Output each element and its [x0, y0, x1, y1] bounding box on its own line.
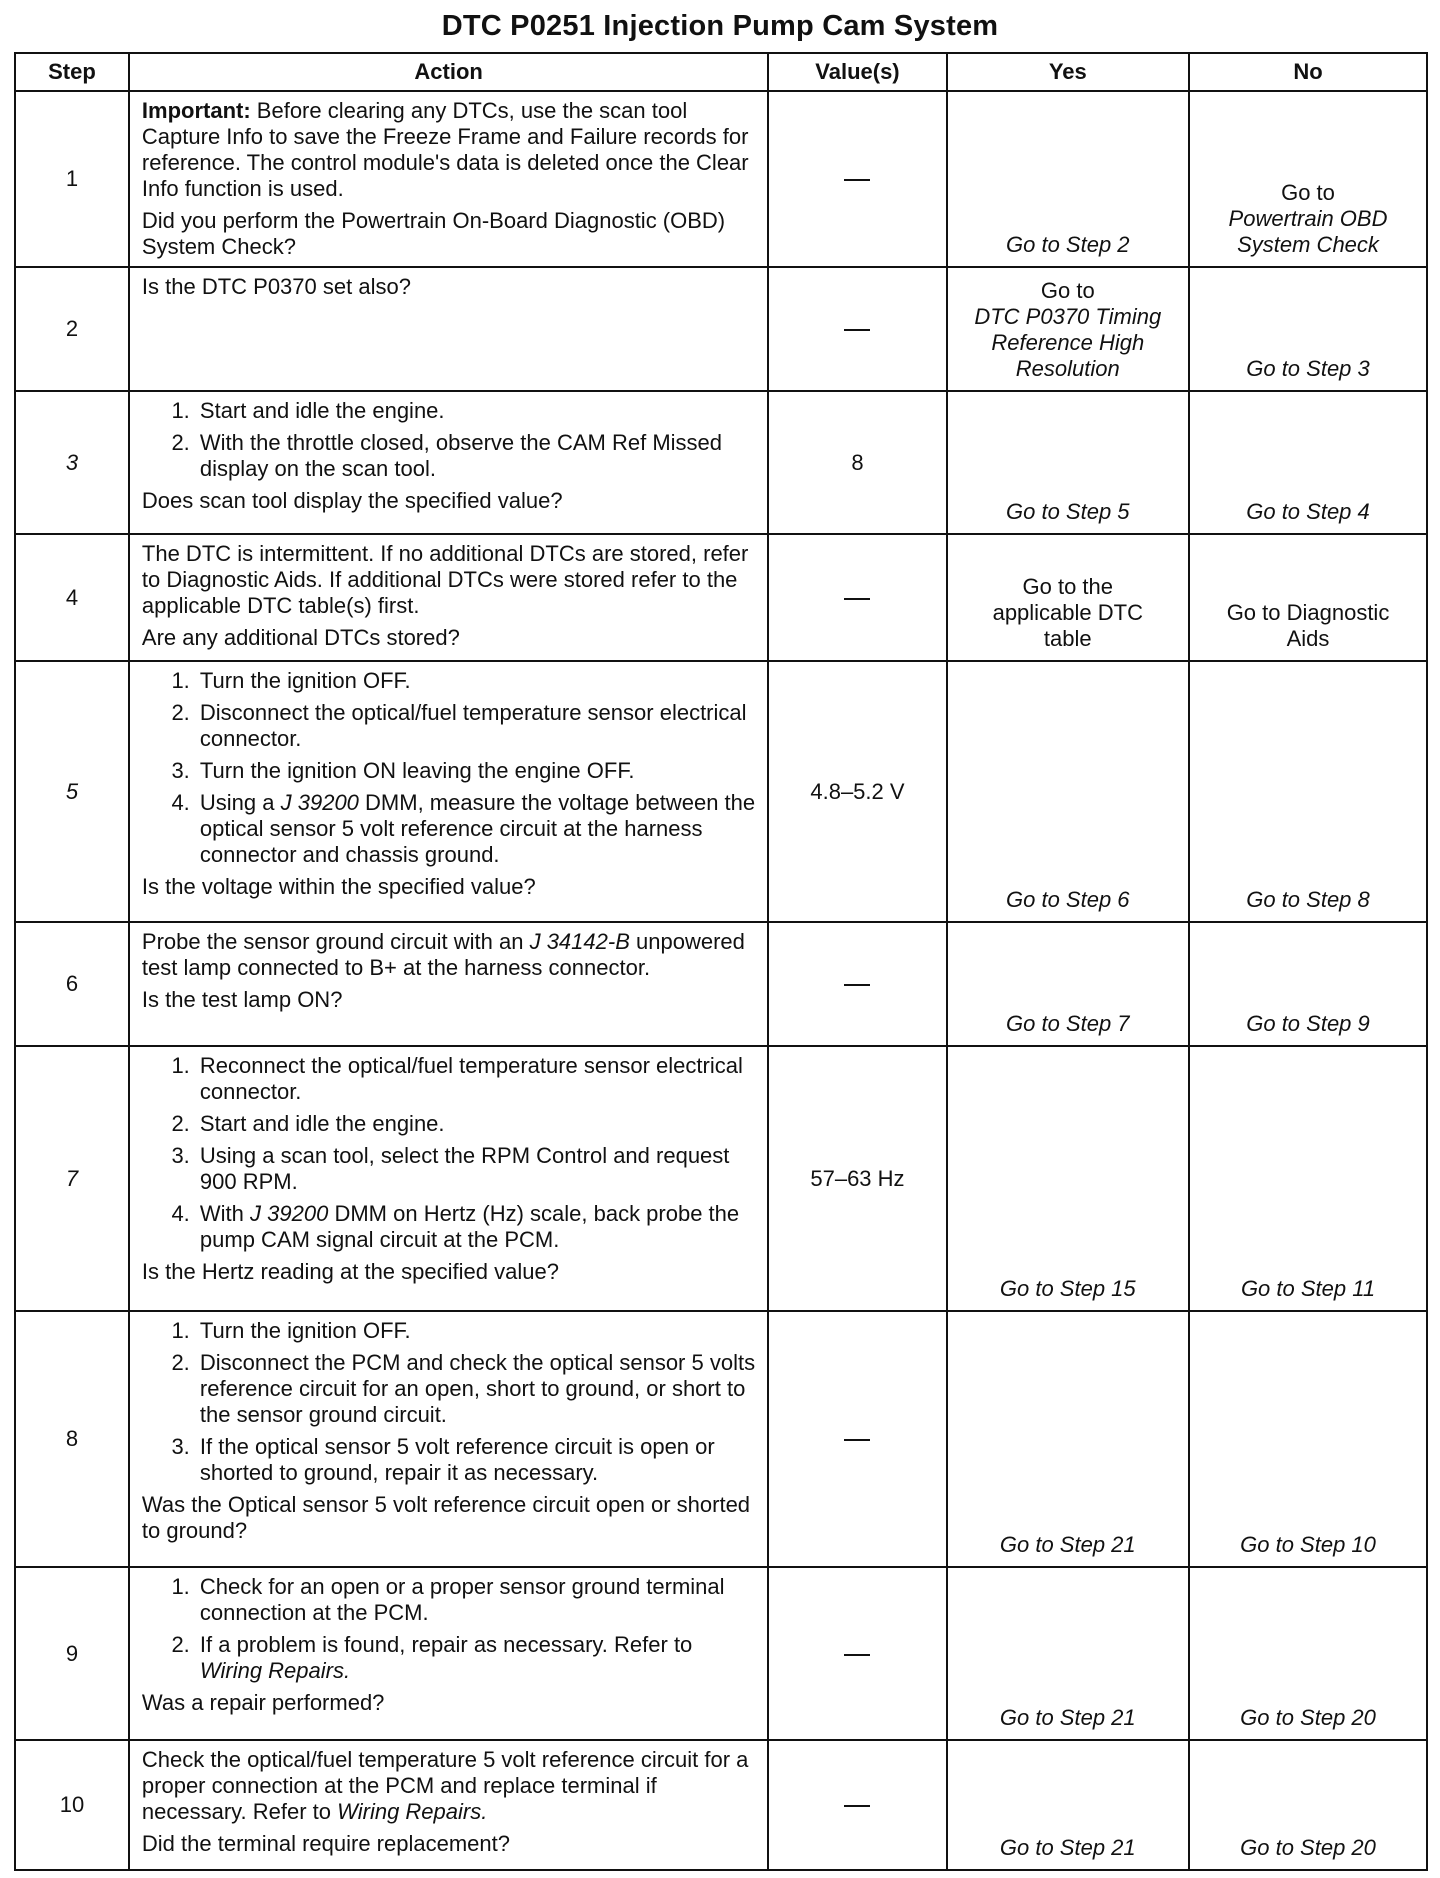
no-goto-label: Go to — [1281, 180, 1335, 205]
important-label: Important: — [141, 98, 251, 123]
action-question: Is the DTC P0370 set also? — [141, 274, 411, 299]
no-link[interactable] — [1189, 91, 1427, 267]
action-step-item: 1. Check for an open or a proper sensor ground terminal connection at the PCM. — [196, 1574, 759, 1626]
action-question: Is the voltage within the specified value? — [141, 874, 536, 899]
no-link[interactable]: Go to Step 20 — [1189, 1567, 1427, 1740]
no-goto-target: Powertrain OBD System Check — [1228, 206, 1388, 257]
table-row — [15, 534, 1427, 661]
action-cell — [129, 1046, 768, 1311]
value-dash — [844, 598, 870, 600]
action-cell — [129, 391, 768, 534]
table-row — [15, 1740, 1427, 1870]
no-link[interactable]: Go to Step 8 — [1189, 661, 1427, 922]
action-question: Was a repair performed? — [141, 1690, 385, 1715]
table-row — [15, 391, 1427, 534]
action-question: Is the test lamp ON? — [141, 987, 343, 1012]
value-cell — [768, 1311, 946, 1567]
step-number: 9 — [15, 1567, 129, 1740]
tool-reference: J 34142-B — [529, 929, 630, 954]
value-cell — [768, 534, 946, 661]
important-text: Before clearing any DTCs, use the scan tool Capture Info to save the Freeze Frame and Failure records for reference. The control module's data is deleted once the Clear Info function is used. — [141, 98, 749, 201]
action-step-item: 1. Turn the ignition OFF. — [196, 668, 759, 694]
action-text-part: unpowered test lamp connected to B+ at the harness connector. — [141, 929, 745, 980]
item-text: DMM on Hertz (Hz) scale, back probe the pump CAM signal circuit at the PCM. — [199, 1201, 740, 1252]
step-number: 3 — [15, 391, 129, 534]
table-header-row — [15, 53, 1427, 91]
action-cell — [129, 267, 768, 391]
value-dash — [844, 1439, 870, 1441]
table-row — [15, 1567, 1427, 1740]
action-question: Is the Hertz reading at the specified value? — [141, 1259, 559, 1284]
yes-link[interactable]: Go to Step 15 — [947, 1046, 1189, 1311]
action-text-part: Check the optical/fuel temperature 5 volt reference circuit for a proper connection at the PCM and replace terminal if necessary. Refer to — [141, 1747, 749, 1824]
specified-value: 57–63 Hz — [768, 1046, 946, 1311]
action-step-item — [196, 790, 759, 868]
diagnostic-table — [14, 52, 1428, 1871]
action-question: Does scan tool display the specified value? — [141, 488, 563, 513]
yes-goto-target: DTC P0370 Timing Reference High Resolution — [974, 304, 1162, 381]
step-number: 8 — [15, 1311, 129, 1567]
value-dash — [844, 984, 870, 986]
yes-link[interactable]: Go to Step 21 — [947, 1311, 1189, 1567]
step-number: 1 — [15, 91, 129, 267]
yes-goto-label: Go to — [1040, 278, 1095, 303]
action-step-item: 3. Turn the ignition ON leaving the engine OFF. — [196, 758, 759, 784]
header-no: No — [1189, 53, 1427, 91]
action-text-part: Probe the sensor ground circuit with an — [141, 929, 524, 954]
table-row — [15, 267, 1427, 391]
step-number: 4 — [15, 534, 129, 661]
item-text: If a problem is found, repair as necessary. Refer to — [199, 1632, 693, 1657]
action-question: Was the Optical sensor 5 volt reference circuit open or shorted to ground? — [141, 1492, 751, 1543]
table-row — [15, 1046, 1427, 1311]
step-number: 5 — [15, 661, 129, 922]
no-link[interactable]: Go to Step 20 — [1189, 1740, 1427, 1870]
action-question: Did you perform the Powertrain On-Board Diagnostic (OBD) System Check? — [141, 208, 726, 259]
action-question: Did the terminal require replacement? — [141, 1831, 510, 1856]
action-cell — [129, 661, 768, 922]
action-question: Are any additional DTCs stored? — [141, 625, 460, 650]
header-action: Action — [129, 53, 768, 91]
action-cell — [129, 1567, 768, 1740]
action-step-item: 2. Disconnect the optical/fuel temperature sensor electrical connector. — [196, 700, 759, 752]
action-step-item: 1. Turn the ignition OFF. — [196, 1318, 759, 1344]
action-step-item — [196, 1201, 759, 1253]
no-link[interactable]: Go to Diagnostic Aids — [1189, 534, 1427, 661]
value-cell — [768, 1740, 946, 1870]
no-link[interactable]: Go to Step 10 — [1189, 1311, 1427, 1567]
action-step-item — [196, 1632, 759, 1684]
action-text — [142, 929, 759, 981]
item-text: With — [199, 1201, 244, 1226]
step-number: 10 — [15, 1740, 129, 1870]
yes-link[interactable]: Go to Step 2 — [947, 91, 1189, 267]
yes-link[interactable]: Go to the applicable DTC table — [947, 534, 1189, 661]
table-row — [15, 91, 1427, 267]
value-dash — [844, 179, 870, 181]
yes-link[interactable] — [947, 267, 1189, 391]
item-text: DMM, measure the voltage between the optical sensor 5 volt reference circuit at the harness connector and chassis ground. — [199, 790, 756, 867]
action-step-item: 1. Start and idle the engine. — [196, 398, 759, 424]
tool-reference: J 39200 — [250, 1201, 329, 1226]
action-step-item: 3. If the optical sensor 5 volt reference circuit is open or shorted to ground, repair it as necessary. — [196, 1434, 759, 1486]
action-cell — [129, 534, 768, 661]
specified-value: 4.8–5.2 V — [768, 661, 946, 922]
value-cell — [768, 922, 946, 1046]
page-title: DTC P0251 Injection Pump Cam System — [441, 10, 999, 42]
action-step-item: 3. Using a scan tool, select the RPM Control and request 900 RPM. — [196, 1143, 759, 1195]
specified-value: 8 — [768, 391, 946, 534]
action-cell — [129, 1740, 768, 1870]
yes-link[interactable]: Go to Step 21 — [947, 1567, 1189, 1740]
value-dash — [844, 1805, 870, 1807]
action-cell — [129, 1311, 768, 1567]
no-link[interactable]: Go to Step 9 — [1189, 922, 1427, 1046]
no-link[interactable]: Go to Step 3 — [1189, 267, 1427, 391]
yes-link[interactable]: Go to Step 6 — [947, 661, 1189, 922]
tool-reference: J 39200 — [280, 790, 359, 815]
table-row — [15, 922, 1427, 1046]
table-row — [15, 661, 1427, 922]
no-link[interactable]: Go to Step 4 — [1189, 391, 1427, 534]
action-cell — [129, 922, 768, 1046]
action-step-item: 1. Reconnect the optical/fuel temperature sensor electrical connector. — [196, 1053, 759, 1105]
value-cell — [768, 1567, 946, 1740]
value-cell — [768, 267, 946, 391]
step-number: 7 — [15, 1046, 129, 1311]
header-values: Value(s) — [768, 53, 946, 91]
wiring-repairs-reference[interactable]: Wiring Repairs. — [199, 1658, 351, 1683]
step-number: 2 — [15, 267, 129, 391]
header-step: Step — [15, 53, 129, 91]
action-step-item: 2. Start and idle the engine. — [196, 1111, 759, 1137]
value-dash — [844, 1654, 870, 1656]
header-yes: Yes — [947, 53, 1189, 91]
yes-link[interactable]: Go to Step 5 — [947, 391, 1189, 534]
action-cell — [129, 91, 768, 267]
action-step-item: 2. Disconnect the PCM and check the optical sensor 5 volts reference circuit for an open, short to ground, or short to the sensor ground circuit. — [196, 1350, 759, 1428]
item-text: Using a — [199, 790, 275, 815]
table-row — [15, 1311, 1427, 1567]
no-link[interactable]: Go to Step 11 — [1189, 1046, 1427, 1311]
yes-link[interactable]: Go to Step 21 — [947, 1740, 1189, 1870]
action-text — [142, 1747, 759, 1825]
step-number: 6 — [15, 922, 129, 1046]
yes-link[interactable]: Go to Step 7 — [947, 922, 1189, 1046]
wiring-repairs-reference[interactable]: Wiring Repairs. — [337, 1799, 488, 1824]
action-step-item: 2. With the throttle closed, observe the CAM Ref Missed display on the scan tool. — [196, 430, 759, 482]
value-dash — [844, 329, 870, 331]
value-cell — [768, 91, 946, 267]
action-text: The DTC is intermittent. If no additional DTCs are stored, refer to Diagnostic Aids. If additional DTCs were stored refer to the applicable DTC table(s) first. — [141, 541, 749, 618]
